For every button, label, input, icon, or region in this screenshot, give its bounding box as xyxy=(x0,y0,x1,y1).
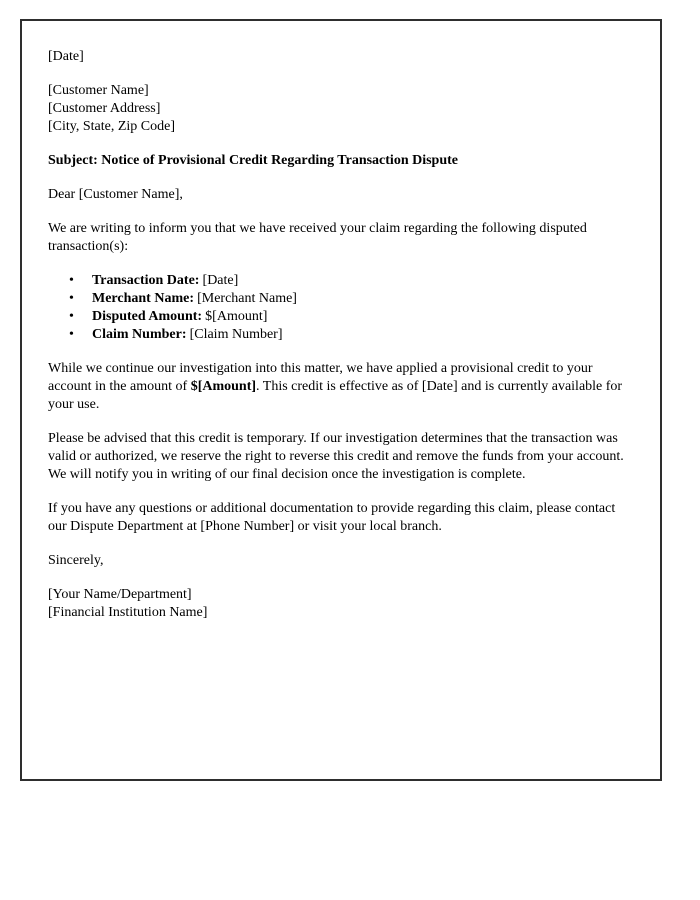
list-item xyxy=(48,272,628,290)
provisional-credit-paragraph xyxy=(48,360,628,414)
bullet-label: Disputed Amount: xyxy=(92,309,203,324)
bullet-value: $[Amount] xyxy=(205,309,268,324)
signature-block xyxy=(48,586,628,622)
bullet-label: Merchant Name: xyxy=(92,291,194,306)
date-line: [Date] xyxy=(48,49,84,64)
subject-line: Subject: Notice of Provisional Credit Regarding Transaction Dispute xyxy=(48,153,459,168)
bullet-icon: • xyxy=(69,327,74,342)
provisional-text-before: While we continue our investigation into this matter, we have applied a provisional credit to your account in the amount of xyxy=(48,361,593,394)
list-item xyxy=(48,290,628,308)
bullet-icon: • xyxy=(69,273,74,288)
bullet-label: Claim Number: xyxy=(92,327,187,342)
bullet-label: Transaction Date: xyxy=(92,273,200,288)
contact-paragraph: If you have any questions or additional documentation to provide regarding this claim, please contact our Dispute Department at [Phone Number] or visit your local branch. xyxy=(48,501,616,534)
bullet-icon: • xyxy=(69,309,74,324)
disputed-transaction-list xyxy=(48,272,628,344)
bullet-icon: • xyxy=(69,291,74,306)
provisional-text-after: . This credit is effective as of [Date] and is currently available for your use. xyxy=(48,379,623,412)
signature-institution-line: [Financial Institution Name] xyxy=(48,605,208,620)
recipient-address-block xyxy=(48,82,628,136)
recipient-address-line: [Customer Address] xyxy=(48,101,161,116)
recipient-name-line: [Customer Name] xyxy=(48,83,149,98)
temporary-credit-paragraph: Please be advised that this credit is temporary. If our investigation determines that the transaction was valid or authorized, we reserve the right to reverse this credit and remove the funds from your account. We will notify you in writing of our final decision once the investigation is complete. xyxy=(48,431,624,482)
bullet-value: [Date] xyxy=(202,273,239,288)
recipient-city-line: [City, State, Zip Code] xyxy=(48,119,176,134)
list-item xyxy=(48,308,628,326)
intro-paragraph: We are writing to inform you that we have received your claim regarding the following disputed transaction(s): xyxy=(48,221,587,254)
bullet-value: [Merchant Name] xyxy=(197,291,297,306)
closing: Sincerely, xyxy=(48,553,104,568)
letter-page xyxy=(20,19,662,781)
list-item xyxy=(48,326,628,344)
signature-name-line: [Your Name/Department] xyxy=(48,587,192,602)
provisional-amount: $[Amount] xyxy=(190,379,257,394)
salutation: Dear [Customer Name], xyxy=(48,187,183,202)
bullet-value: [Claim Number] xyxy=(189,327,283,342)
